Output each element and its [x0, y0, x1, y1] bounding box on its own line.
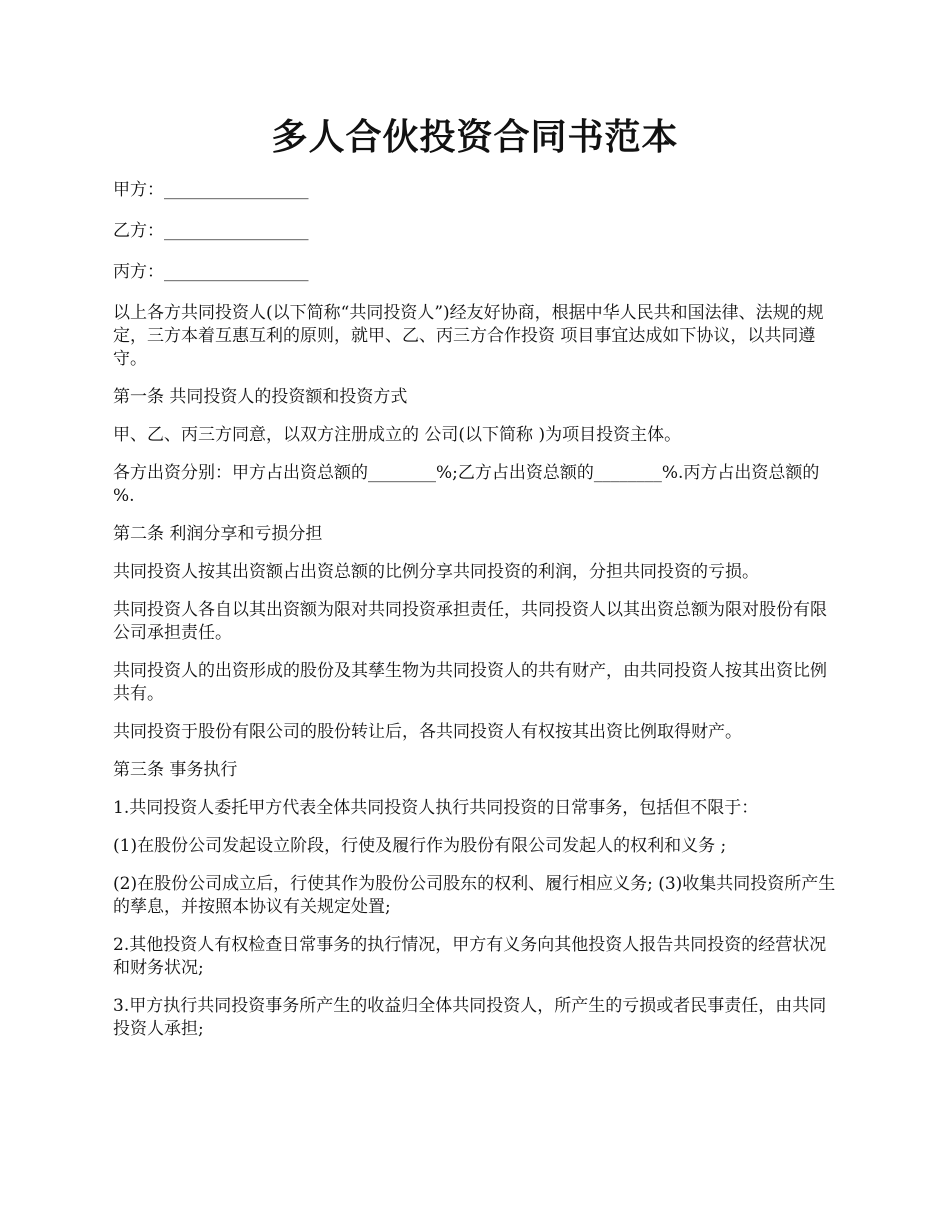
article-3-item-3: 3.甲方执行共同投资事务所产生的收益归全体共同投资人，所产生的亏损或者民事责任，由共同投资人承担; [113, 996, 827, 1039]
party-c-line: 丙方：_________________ [113, 262, 309, 282]
document-title: 多人合伙投资合同书范本 [271, 116, 679, 158]
article-3-subitem-1: (1)在股份公司发起设立阶段，行使及履行作为股份有限公司发起人的权利和义务 ; [113, 836, 727, 856]
article-2-paragraph-3: 共同投资人的出资形成的股份及其孳生物为共同投资人的共有财产，由共同投资人按其出资比例共有。 [113, 661, 827, 704]
party-b-line: 乙方：_________________ [113, 221, 309, 241]
article-3-subitem-2: (2)在股份公司成立后，行使其作为股份公司股东的权利、履行相应义务; (3)收集共同投资所产生的孳息，并按照本协议有关规定处置; [113, 874, 836, 917]
document-body [113, 179, 838, 1056]
article-2-paragraph-1: 共同投资人按其出资额占出资总额的比例分享共同投资的利润，分担共同投资的亏损。 [113, 562, 759, 582]
article-3-heading: 第三条 事务执行 [113, 760, 238, 780]
article-1-paragraph-2: 各方出资分别：甲方占出资总额的________%;乙方占出资总额的________%.丙方占出资总额的 %. [113, 463, 820, 506]
article-1-heading: 第一条 共同投资人的投资额和投资方式 [113, 387, 408, 407]
article-3-item-1: 1.共同投资人委托甲方代表全体共同投资人执行共同投资的日常事务，包括但不限于： [113, 798, 759, 818]
article-3-item-2: 2.其他投资人有权检查日常事务的执行情况，甲方有义务向其他投资人报告共同投资的经营状况和财务状况; [113, 935, 827, 978]
article-2-paragraph-4: 共同投资于股份有限公司的股份转让后，各共同投资人有权按其出资比例取得财产。 [113, 722, 742, 742]
article-1-paragraph-1: 甲、乙、丙三方同意，以双方注册成立的 公司(以下简称 )为项目投资主体。 [113, 425, 682, 445]
party-a-line: 甲方：_________________ [113, 180, 309, 200]
article-2-paragraph-2: 共同投资人各自以其出资额为限对共同投资承担责任，共同投资人以其出资总额为限对股份有限公司承担责任。 [113, 600, 827, 643]
intro-paragraph: 以上各方共同投资人(以下简称“共同投资人”)经友好协商，根据中华人民共和国法律、法规的规定，三方本着互惠互利的原则，就甲、乙、丙三方合作投资 项目事宜达成如下协议，以共同遵守。 [113, 303, 824, 369]
article-2-heading: 第二条 利润分享和亏损分担 [113, 524, 323, 544]
